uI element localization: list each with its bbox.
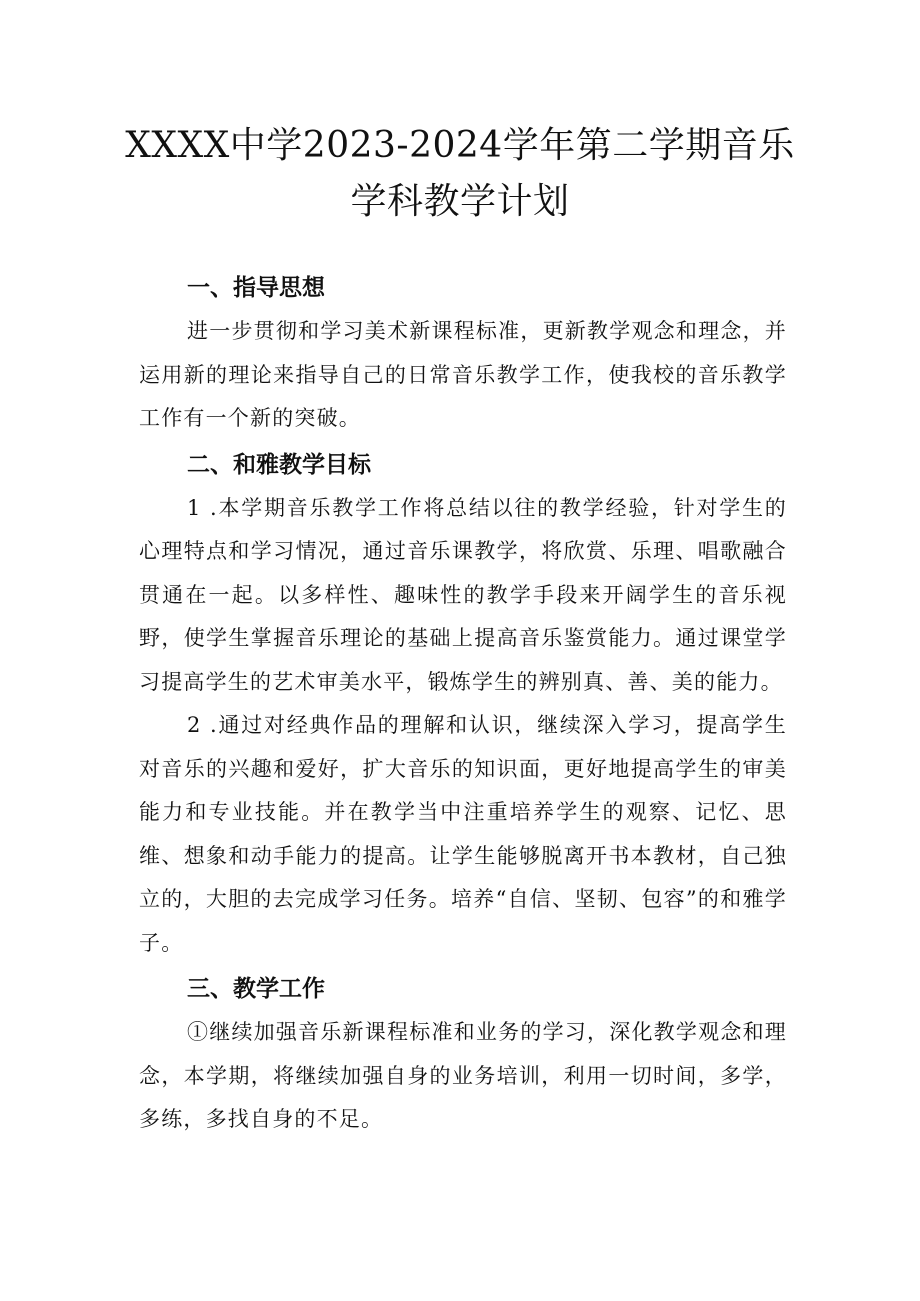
- section-teaching-goals: [139, 443, 787, 966]
- document-title: XXXX中学2023-2024学年第二学期音乐学科教学计划: [125, 125, 795, 222]
- paragraph: 1 .本学期音乐教学工作将总结以往的教学经验，针对学生的心理特点和学习情况，通过音乐课教学，将欣赏、乐理、唱歌融合贯通在一起。以多样性、趣味性的教学手段来开阔学生的音乐视野，使学生掌握音乐理论的基础上提高音乐鉴赏能力。通过课堂学习提高学生的艺术审美水平，锻炼学生的辨别真、善、美的能力。: [139, 495, 787, 694]
- paragraph: ①继续加强音乐新课程标准和业务的学习，深化教学观念和理念，本学期，将继续加强自身的业务培训，利用一切时间，多学，多练，多找自身的不足。: [139, 1020, 787, 1131]
- section-heading: 二、和雅教学目标: [187, 451, 371, 478]
- paragraph: 2 .通过对经典作品的理解和认识，继续深入学习，提高学生对音乐的兴趣和爱好，扩大音乐的知识面，更好地提高学生的审美能力和专业技能。并在教学当中注重培养学生的观察、记忆、思维、想象和动手能力的提高。让学生能够脱离开书本教材，自己独立的，大胆的去完成学习任务。培养“自信、坚韧、包容”的和雅学子。: [139, 713, 787, 955]
- paragraph: 进一步贯彻和学习美术新课程标准，更新教学观念和理念，并运用新的理论来指导自己的日常音乐教学工作，使我校的音乐教学工作有一个新的突破。: [139, 319, 787, 430]
- section-heading: 一、指导思想: [187, 275, 325, 301]
- document-body: [139, 266, 787, 1142]
- section-heading: 三、教学工作: [187, 976, 325, 1002]
- section-guiding-ideology: [139, 266, 787, 441]
- section-teaching-work: [139, 967, 787, 1142]
